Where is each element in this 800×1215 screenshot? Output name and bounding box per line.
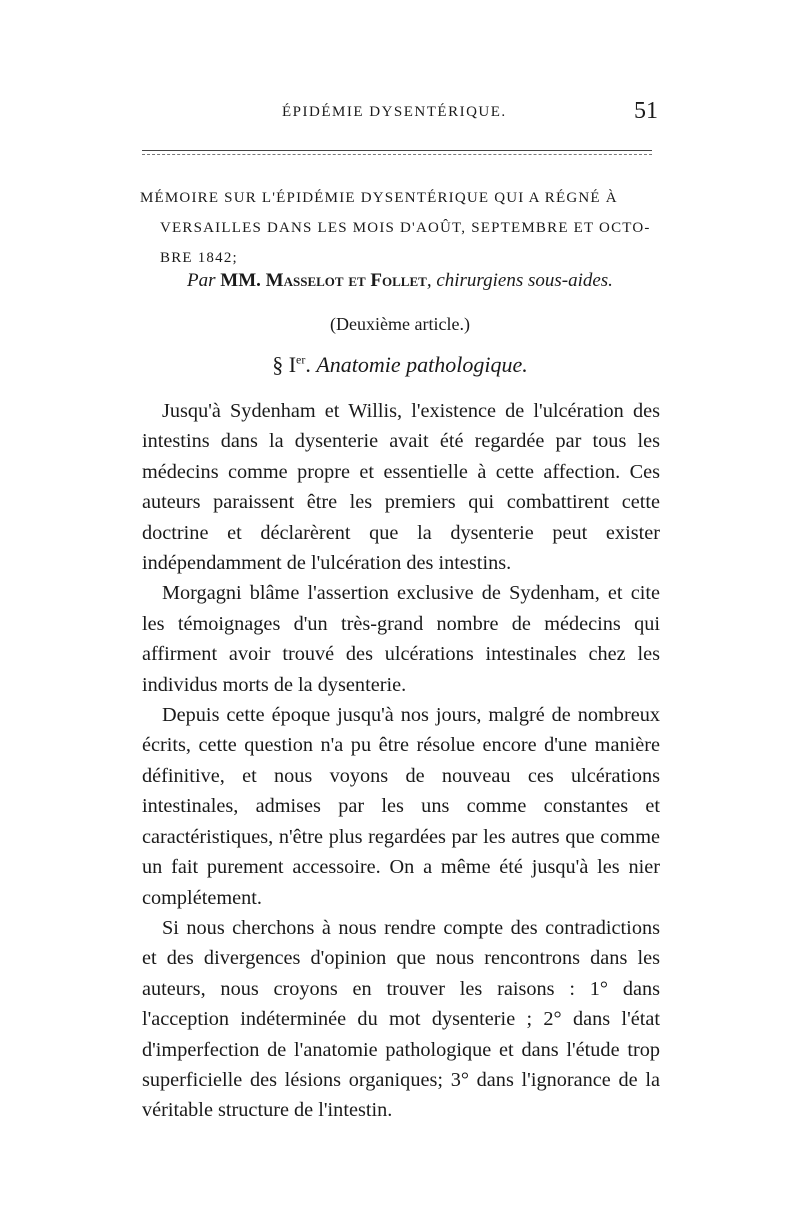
article-title-line-1: MÉMOIRE SUR L'ÉPIDÉMIE DYSENTÉRIQUE QUI A RÉGNÉ À	[140, 190, 618, 206]
byline-par: Par	[187, 270, 216, 291]
paragraph: Jusqu'à Sydenham et Willis, l'existence de l'ulcération des intestins dans la dysenterie avait été regardée par tous les médecins comme propre et essentielle à cette affection. Ces auteurs paraissent être les premiers qui combattirent cette doctrine et déclarèrent que la dysenterie peut exister indépendamment de l'ulcération des intestins.	[142, 400, 660, 575]
running-head	[140, 100, 660, 130]
byline	[140, 270, 660, 292]
paragraph: Depuis cette époque jusqu'à nos jours, malgré de nombreux écrits, cette question n'a pu être résolue encore d'une manière définitive, et nous voyons de nouveau ces ulcérations intestinales, admises par les uns comme constantes et caractéristiques, n'être plus regardées par les autres que comme un fait purement accessoire. On a même été jusqu'à les nier complétement.	[142, 704, 660, 909]
article-number: (Deuxième article.)	[330, 314, 470, 334]
section-heading	[140, 352, 660, 378]
paragraph: Morgagni blâme l'assertion exclusive de Sydenham, et cite les témoignages d'un très-grand nombre de médecins qui affirment avoir trouvé des ulcérations intestinales chez les individus morts de la dysenterie.	[142, 582, 660, 696]
paragraph: Si nous cherchons à nous rendre compte des contradictions et des divergences d'opinion que nous rencontrons dans les auteurs, nous croyons en trouver les raisons : 1° dans l'acception indéterminée du mot dysenterie ; 2° dans l'état d'imperfection de l'anatomie pathologique et dans l'étude trop superficielle des lésions organiques; 3° dans l'ignorance de la véritable structure de l'intestin.	[142, 916, 660, 1122]
body-text	[142, 396, 660, 1126]
article-title-line-2: VERSAILLES DANS LES MOIS D'AOÛT, SEPTEMBRE ET OCTO-	[160, 220, 651, 236]
section-symbol: §	[272, 352, 284, 377]
header-rule-secondary	[142, 154, 652, 155]
byline-role: , chirurgiens sous-aides.	[426, 270, 613, 291]
section-ordinal: Ier.	[288, 352, 311, 377]
byline-authors: MM. Masselot et Follet	[220, 270, 427, 291]
header-rule	[142, 150, 652, 151]
article-title-line-3: BRE 1842;	[160, 250, 238, 266]
section-title: Anatomie pathologique.	[316, 352, 528, 377]
running-title: ÉPIDÉMIE DYSENTÉRIQUE.	[282, 104, 507, 120]
article-title	[140, 183, 660, 273]
page-number: 51	[634, 98, 658, 124]
